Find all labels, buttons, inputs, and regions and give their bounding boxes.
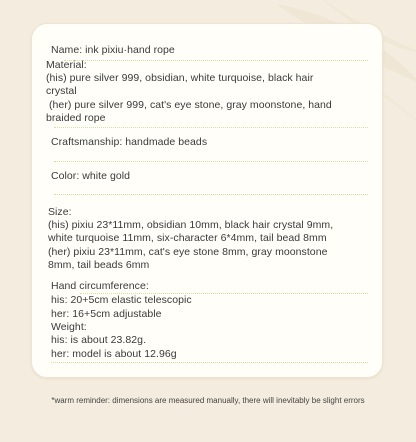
- size-line3: (her) pixiu 23*11mm, cat's eye stone 8mm, gray moonstone: [48, 246, 328, 258]
- hand-her: her: 16+5cm adjustable: [51, 308, 162, 320]
- color: Color: white gold: [51, 170, 131, 182]
- divider: [64, 60, 368, 61]
- size-line1: (his) pixiu 23*11mm, obsidian 10mm, black hair crystal 9mm,: [48, 219, 334, 231]
- product-name: Name: ink pixiu·hand rope: [51, 44, 175, 56]
- divider: [54, 161, 368, 162]
- divider: [54, 127, 368, 128]
- material-her-line1: (her) pure silver 999, cat's eye stone, gray moonstone, hand: [49, 99, 332, 111]
- material-label: Material:: [46, 59, 87, 71]
- hand-his: his: 20+5cm elastic telescopic: [51, 294, 192, 306]
- divider: [51, 362, 368, 363]
- size-line4: 8mm, tail beads 6mm: [48, 259, 150, 271]
- material-his-line2: crystal: [46, 85, 77, 97]
- size-label: Size:: [48, 206, 72, 218]
- material-his-line1: (his) pure silver 999, obsidian, white turquoise, black hair: [46, 72, 314, 84]
- weight-her: her: model is about 12.96g: [51, 348, 177, 360]
- warm-reminder-footer: *warm reminder: dimensions are measured manually, there will inevitably be slight errors: [51, 396, 365, 405]
- material-her-line2: braided rope: [46, 112, 106, 124]
- divider: [54, 194, 368, 195]
- product-info-card: [31, 23, 383, 378]
- weight-label: Weight:: [51, 321, 87, 333]
- hand-circumference-label: Hand circumference:: [51, 280, 149, 292]
- weight-his: his: is about 23.82g.: [51, 334, 147, 346]
- craftsmanship: Craftsmanship: handmade beads: [51, 136, 208, 148]
- size-line2: white turquoise 11mm, six-character 6*4mm, tail bead 8mm: [48, 232, 327, 244]
